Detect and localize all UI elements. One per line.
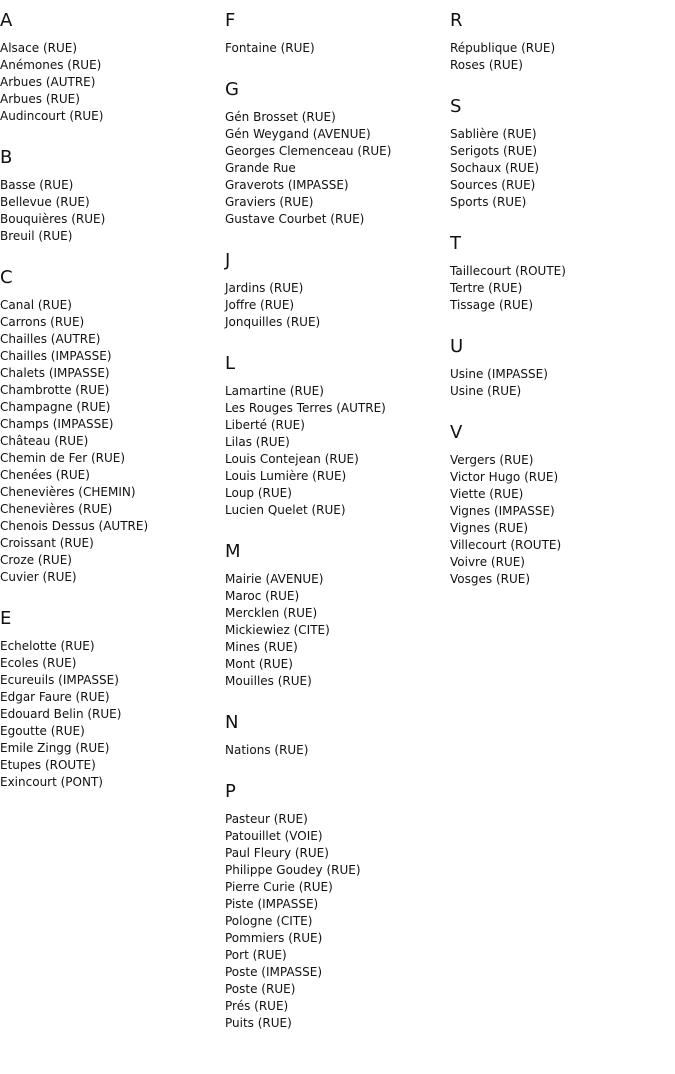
street-list <box>450 263 675 314</box>
street-item <box>225 828 450 845</box>
street-item <box>450 503 675 520</box>
street-link[interactable]: Puits (RUE) <box>225 1016 292 1030</box>
street-item <box>0 91 225 108</box>
street-link[interactable]: Georges Clemenceau (RUE) <box>225 144 392 158</box>
street-item <box>450 57 675 74</box>
letter-group-m <box>225 541 450 690</box>
street-list <box>225 383 450 519</box>
street-item <box>450 40 675 57</box>
street-item <box>225 451 450 468</box>
street-item <box>450 537 675 554</box>
street-item <box>0 228 225 245</box>
street-item <box>0 314 225 331</box>
street-link[interactable]: Mouilles (RUE) <box>225 674 312 688</box>
street-item <box>225 742 450 759</box>
street-link[interactable]: République (RUE) <box>450 41 556 55</box>
street-item <box>0 535 225 552</box>
street-link[interactable]: Ecoles (RUE) <box>0 656 77 670</box>
street-link[interactable]: Bouquières (RUE) <box>0 212 106 226</box>
street-link[interactable]: Champs (IMPASSE) <box>0 417 114 431</box>
street-item <box>0 518 225 535</box>
street-link[interactable]: Paul Fleury (RUE) <box>225 846 329 860</box>
street-link[interactable]: Roses (RUE) <box>450 58 523 72</box>
street-link[interactable]: Mont (RUE) <box>225 657 293 671</box>
street-item <box>0 740 225 757</box>
street-item <box>0 552 225 569</box>
street-item <box>225 40 450 57</box>
street-list <box>225 109 450 228</box>
street-link[interactable]: Philippe Goudey (RUE) <box>225 863 361 877</box>
street-link[interactable]: Mines (RUE) <box>225 640 298 654</box>
street-item <box>450 383 675 400</box>
letter-heading: V <box>450 422 463 443</box>
street-item <box>225 194 450 211</box>
street-item <box>225 845 450 862</box>
street-item <box>0 194 225 211</box>
street-item <box>0 706 225 723</box>
street-link[interactable]: Chalets (IMPASSE) <box>0 366 110 380</box>
street-item <box>450 177 675 194</box>
street-item <box>0 399 225 416</box>
street-item <box>450 194 675 211</box>
letter-group-n <box>225 712 450 759</box>
street-item <box>0 501 225 518</box>
street-list <box>0 638 225 791</box>
street-index <box>0 10 675 1070</box>
street-list <box>225 742 450 759</box>
street-link[interactable]: Liberté (RUE) <box>225 418 305 432</box>
street-link[interactable]: Ecureuils (IMPASSE) <box>0 673 119 687</box>
street-item <box>0 331 225 348</box>
street-link[interactable]: Sablière (RUE) <box>450 127 537 141</box>
street-item <box>225 811 450 828</box>
letter-group-e <box>0 608 225 791</box>
letter-heading: S <box>450 96 462 117</box>
street-link[interactable]: Port (RUE) <box>225 948 287 962</box>
street-link[interactable]: Usine (IMPASSE) <box>450 367 548 381</box>
street-link[interactable]: Graverots (IMPASSE) <box>225 178 349 192</box>
street-item <box>225 502 450 519</box>
street-item <box>0 672 225 689</box>
street-link[interactable]: Champagne (RUE) <box>0 400 111 414</box>
street-item <box>450 143 675 160</box>
street-link[interactable]: Vignes (IMPASSE) <box>450 504 555 518</box>
letter-group-a <box>0 10 225 125</box>
street-link[interactable]: Loup (RUE) <box>225 486 292 500</box>
street-link[interactable]: Chemin de Fer (RUE) <box>0 451 126 465</box>
street-item <box>225 656 450 673</box>
street-list <box>450 126 675 211</box>
street-item <box>450 486 675 503</box>
letter-heading: A <box>0 10 13 31</box>
street-link[interactable]: Egoutte (RUE) <box>0 724 85 738</box>
street-link[interactable]: Pologne (CITE) <box>225 914 313 928</box>
street-item <box>225 109 450 126</box>
street-item <box>450 452 675 469</box>
street-link[interactable]: Audincourt (RUE) <box>0 109 104 123</box>
street-link[interactable]: Lamartine (RUE) <box>225 384 324 398</box>
street-link[interactable]: Château (RUE) <box>0 434 89 448</box>
street-item <box>225 930 450 947</box>
street-item <box>225 605 450 622</box>
street-link[interactable]: Chenevières (RUE) <box>0 502 113 516</box>
street-link[interactable]: Canal (RUE) <box>0 298 72 312</box>
street-link[interactable]: Anémones (RUE) <box>0 58 102 72</box>
street-item <box>450 126 675 143</box>
street-item <box>0 757 225 774</box>
letter-heading: P <box>225 781 236 802</box>
street-link[interactable]: Jonquilles (RUE) <box>225 315 321 329</box>
street-item <box>225 673 450 690</box>
letter-heading: G <box>225 79 239 100</box>
street-item <box>0 416 225 433</box>
street-item <box>0 297 225 314</box>
street-link[interactable]: Tertre (RUE) <box>450 281 523 295</box>
street-list <box>450 452 675 588</box>
street-list <box>0 40 225 125</box>
street-item <box>225 485 450 502</box>
street-link[interactable]: Viette (RUE) <box>450 487 524 501</box>
street-item <box>225 879 450 896</box>
street-item <box>225 981 450 998</box>
letter-group-l <box>225 353 450 519</box>
street-item <box>225 588 450 605</box>
street-item <box>0 348 225 365</box>
index-column-2 <box>225 10 450 1054</box>
street-item <box>0 467 225 484</box>
street-link[interactable]: Etupes (ROUTE) <box>0 758 96 772</box>
street-link[interactable]: Nations (RUE) <box>225 743 309 757</box>
street-link[interactable]: Lucien Quelet (RUE) <box>225 503 346 517</box>
street-list <box>450 40 675 74</box>
street-link[interactable]: Edgar Faure (RUE) <box>0 690 110 704</box>
street-list <box>225 811 450 1032</box>
street-link[interactable]: Vosges (RUE) <box>450 572 531 586</box>
street-item <box>225 297 450 314</box>
letter-group-g <box>225 79 450 228</box>
street-item <box>0 484 225 501</box>
street-item <box>225 622 450 639</box>
letter-group-u <box>450 336 675 400</box>
street-item <box>225 947 450 964</box>
street-link[interactable]: Croze (RUE) <box>0 553 72 567</box>
street-item <box>0 57 225 74</box>
street-link[interactable]: Exincourt (PONT) <box>0 775 103 789</box>
street-link[interactable]: Jardins (RUE) <box>225 281 304 295</box>
letter-heading: F <box>225 10 236 31</box>
street-link[interactable]: Serigots (RUE) <box>450 144 538 158</box>
street-item <box>0 774 225 791</box>
street-link[interactable]: Arbues (RUE) <box>0 92 80 106</box>
street-item <box>225 913 450 930</box>
street-item <box>225 177 450 194</box>
street-link[interactable]: Poste (RUE) <box>225 982 296 996</box>
letter-group-s <box>450 96 675 211</box>
street-item <box>0 108 225 125</box>
street-item <box>225 211 450 228</box>
street-link[interactable]: Chailles (AUTRE) <box>0 332 101 346</box>
street-list <box>0 297 225 586</box>
street-link[interactable]: Pasteur (RUE) <box>225 812 308 826</box>
street-list <box>225 571 450 690</box>
street-item <box>225 417 450 434</box>
street-item <box>225 1015 450 1032</box>
letter-group-c <box>0 267 225 586</box>
street-link[interactable]: Poste (IMPASSE) <box>225 965 323 979</box>
letter-heading: C <box>0 267 13 288</box>
street-item <box>0 382 225 399</box>
street-item <box>0 177 225 194</box>
letter-group-f <box>225 10 450 57</box>
street-link[interactable]: Chambrotte (RUE) <box>0 383 110 397</box>
street-item <box>0 74 225 91</box>
street-item <box>0 723 225 740</box>
street-item <box>450 160 675 177</box>
street-link[interactable]: Arbues (AUTRE) <box>0 75 96 89</box>
letter-group-v <box>450 422 675 588</box>
street-item <box>0 365 225 382</box>
street-list <box>225 40 450 57</box>
street-item <box>0 433 225 450</box>
street-link[interactable]: Croissant (RUE) <box>0 536 94 550</box>
street-item <box>225 280 450 297</box>
street-link[interactable]: Chenois Dessus (AUTRE) <box>0 519 149 533</box>
letter-heading: B <box>0 147 13 168</box>
street-link[interactable]: Victor Hugo (RUE) <box>450 470 559 484</box>
street-link[interactable]: Cuvier (RUE) <box>0 570 77 584</box>
street-item <box>225 434 450 451</box>
street-link[interactable]: Emile Zingg (RUE) <box>0 741 110 755</box>
street-item <box>225 383 450 400</box>
street-item <box>450 366 675 383</box>
street-item <box>450 469 675 486</box>
letter-heading: N <box>225 712 239 733</box>
street-item <box>0 211 225 228</box>
street-item <box>225 964 450 981</box>
street-item <box>0 569 225 586</box>
street-link[interactable]: Louis Lumière (RUE) <box>225 469 347 483</box>
street-link[interactable]: Tissage (RUE) <box>450 298 534 312</box>
street-link[interactable]: Chailles (IMPASSE) <box>0 349 112 363</box>
street-item <box>450 520 675 537</box>
street-link[interactable]: Vergers (RUE) <box>450 453 534 467</box>
letter-heading: L <box>225 353 236 374</box>
street-link[interactable]: Fontaine (RUE) <box>225 41 315 55</box>
street-link[interactable]: Sources (RUE) <box>450 178 536 192</box>
street-link[interactable]: Chenées (RUE) <box>0 468 90 482</box>
street-link[interactable]: Taillecourt (ROUTE) <box>450 264 566 278</box>
letter-heading: U <box>450 336 464 357</box>
street-link[interactable]: Grande Rue <box>225 161 296 175</box>
street-link[interactable]: Echelotte (RUE) <box>0 639 95 653</box>
letter-group-p <box>225 781 450 1032</box>
street-link[interactable]: Joffre (RUE) <box>225 298 295 312</box>
street-link[interactable]: Mickiewiez (CITE) <box>225 623 330 637</box>
street-item <box>0 638 225 655</box>
street-link[interactable]: Louis Contejean (RUE) <box>225 452 359 466</box>
street-item <box>450 571 675 588</box>
street-link[interactable]: Lilas (RUE) <box>225 435 290 449</box>
street-link[interactable]: Gustave Courbet (RUE) <box>225 212 365 226</box>
letter-group-b <box>0 147 225 245</box>
street-link[interactable]: Vignes (RUE) <box>450 521 529 535</box>
index-column-3 <box>450 10 675 610</box>
street-item <box>0 40 225 57</box>
street-link[interactable]: Edouard Belin (RUE) <box>0 707 122 721</box>
letter-group-j <box>225 250 450 331</box>
street-link[interactable]: Maroc (RUE) <box>225 589 300 603</box>
street-item <box>225 314 450 331</box>
street-item <box>0 450 225 467</box>
street-link[interactable]: Sochaux (RUE) <box>450 161 540 175</box>
street-list <box>225 280 450 331</box>
letter-group-r <box>450 10 675 74</box>
street-link[interactable]: Gén Brosset (RUE) <box>225 110 336 124</box>
street-item <box>450 263 675 280</box>
letter-heading: T <box>450 233 461 254</box>
letter-group-t <box>450 233 675 314</box>
street-link[interactable]: Gén Weygand (AVENUE) <box>225 127 371 141</box>
street-link[interactable]: Carrons (RUE) <box>0 315 85 329</box>
street-list <box>450 366 675 400</box>
street-link[interactable]: Villecourt (ROUTE) <box>450 538 562 552</box>
street-item <box>0 689 225 706</box>
street-item <box>225 998 450 1015</box>
street-list <box>0 177 225 245</box>
street-link[interactable]: Graviers (RUE) <box>225 195 314 209</box>
street-item <box>450 280 675 297</box>
street-item <box>225 160 450 177</box>
letter-heading: J <box>225 250 231 271</box>
street-item <box>225 468 450 485</box>
street-link[interactable]: Alsace (RUE) <box>0 41 78 55</box>
street-link[interactable]: Pommiers (RUE) <box>225 931 323 945</box>
index-column-1 <box>0 10 225 813</box>
street-link[interactable]: Patouillet (VOIE) <box>225 829 323 843</box>
street-link[interactable]: Mercklen (RUE) <box>225 606 318 620</box>
street-link[interactable]: Chenevières (CHEMIN) <box>0 485 136 499</box>
street-link[interactable]: Piste (IMPASSE) <box>225 897 319 911</box>
street-link[interactable]: Les Rouges Terres (AUTRE) <box>225 401 386 415</box>
street-item <box>225 639 450 656</box>
street-link[interactable]: Prés (RUE) <box>225 999 289 1013</box>
street-item <box>225 400 450 417</box>
street-link[interactable]: Breuil (RUE) <box>0 229 73 243</box>
street-item <box>225 571 450 588</box>
street-link[interactable]: Basse (RUE) <box>0 178 74 192</box>
street-link[interactable]: Bellevue (RUE) <box>0 195 90 209</box>
street-item <box>225 862 450 879</box>
street-item <box>225 896 450 913</box>
street-item <box>0 655 225 672</box>
street-item <box>225 143 450 160</box>
street-link[interactable]: Usine (RUE) <box>450 384 522 398</box>
street-link[interactable]: Sports (RUE) <box>450 195 527 209</box>
street-link[interactable]: Voivre (RUE) <box>450 555 525 569</box>
street-item <box>450 297 675 314</box>
street-item <box>450 554 675 571</box>
street-link[interactable]: Pierre Curie (RUE) <box>225 880 333 894</box>
letter-heading: E <box>0 608 12 629</box>
street-item <box>225 126 450 143</box>
street-link[interactable]: Mairie (AVENUE) <box>225 572 324 586</box>
letter-heading: R <box>450 10 463 31</box>
letter-heading: M <box>225 541 241 562</box>
